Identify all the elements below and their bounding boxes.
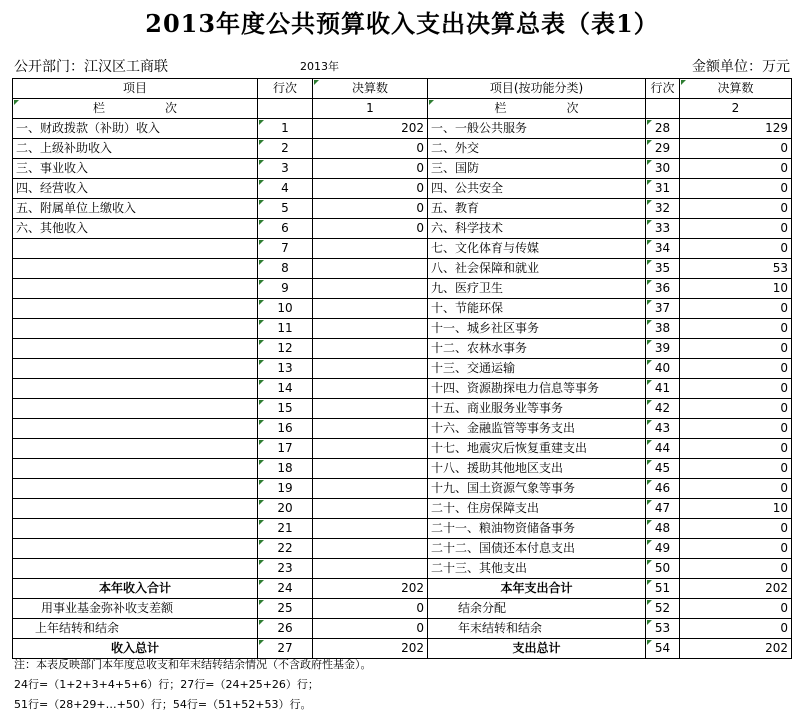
summary-expense-item: 结余分配 — [428, 599, 646, 619]
summary-income-row-no: 27 — [258, 639, 313, 659]
income-row-no: 11 — [258, 319, 313, 339]
income-item: 四、经营收入 — [13, 179, 258, 199]
expense-row-no: 36 — [646, 279, 680, 299]
expense-amount: 0 — [680, 559, 792, 579]
expense-amount: 0 — [680, 179, 792, 199]
table-row — [13, 299, 792, 319]
summary-expense-amount: 202 — [680, 579, 792, 599]
income-row-no: 23 — [258, 559, 313, 579]
table-row — [13, 159, 792, 179]
expense-row-no: 33 — [646, 219, 680, 239]
income-item — [13, 319, 258, 339]
expense-item: 十、节能环保 — [428, 299, 646, 319]
expense-row-no: 45 — [646, 459, 680, 479]
income-row-no: 18 — [258, 459, 313, 479]
expense-row-no: 42 — [646, 399, 680, 419]
table-row — [13, 139, 792, 159]
expense-item: 三、国防 — [428, 159, 646, 179]
expense-item: 十一、城乡社区事务 — [428, 319, 646, 339]
lan-ci-label: 栏 次 — [13, 99, 258, 119]
expense-amount: 53 — [680, 259, 792, 279]
summary-income-item: 用事业基金弥补收支差额 — [13, 599, 258, 619]
expense-amount: 0 — [680, 519, 792, 539]
expense-row-no: 47 — [646, 499, 680, 519]
expense-item: 四、公共安全 — [428, 179, 646, 199]
expense-item: 五、教育 — [428, 199, 646, 219]
income-row-no: 16 — [258, 419, 313, 439]
summary-expense-item: 支出总计 — [428, 639, 646, 659]
income-amount — [313, 299, 428, 319]
column-index-2: 2 — [680, 99, 792, 119]
income-item — [13, 339, 258, 359]
summary-expense-row-no: 53 — [646, 619, 680, 639]
income-item — [13, 279, 258, 299]
expense-row-no: 48 — [646, 519, 680, 539]
expense-item: 十四、资源勘探电力信息等事务 — [428, 379, 646, 399]
table-row — [13, 339, 792, 359]
expense-item: 六、科学技术 — [428, 219, 646, 239]
income-amount — [313, 479, 428, 499]
income-row-no: 3 — [258, 159, 313, 179]
summary-income-amount: 0 — [313, 599, 428, 619]
empty-cell — [646, 99, 680, 119]
expense-amount: 10 — [680, 499, 792, 519]
summary-income-item: 本年收入合计 — [13, 579, 258, 599]
table-header — [13, 79, 792, 119]
income-row-no: 22 — [258, 539, 313, 559]
table-row — [13, 539, 792, 559]
income-row-no: 8 — [258, 259, 313, 279]
expense-item: 十三、交通运输 — [428, 359, 646, 379]
income-amount — [313, 319, 428, 339]
income-row-no: 15 — [258, 399, 313, 419]
income-amount: 0 — [313, 219, 428, 239]
summary-income-row-no: 26 — [258, 619, 313, 639]
income-amount — [313, 559, 428, 579]
expense-row-no: 49 — [646, 539, 680, 559]
department-label: 公开部门：江汉区工商联 — [14, 59, 168, 75]
income-row-no: 4 — [258, 179, 313, 199]
expense-amount: 0 — [680, 399, 792, 419]
expense-row-no: 39 — [646, 339, 680, 359]
header-item-func: 项目(按功能分类) — [428, 79, 646, 99]
expense-item: 二十三、其他支出 — [428, 559, 646, 579]
lan-ci-label-right: 栏 次 — [428, 99, 646, 119]
income-amount — [313, 339, 428, 359]
expense-amount: 0 — [680, 199, 792, 219]
header-row — [13, 79, 792, 99]
income-amount — [313, 419, 428, 439]
income-item — [13, 259, 258, 279]
income-amount — [313, 499, 428, 519]
summary-income-amount: 202 — [313, 579, 428, 599]
expense-row-no: 37 — [646, 299, 680, 319]
header-item: 项目 — [13, 79, 258, 99]
header-amount: 决算数 — [313, 79, 428, 99]
income-amount — [313, 239, 428, 259]
summary-expense-amount: 0 — [680, 599, 792, 619]
income-item — [13, 499, 258, 519]
income-amount: 0 — [313, 179, 428, 199]
table-row — [13, 519, 792, 539]
income-item: 五、附属单位上缴收入 — [13, 199, 258, 219]
summary-expense-item: 本年支出合计 — [428, 579, 646, 599]
table-row — [13, 419, 792, 439]
expense-amount: 0 — [680, 139, 792, 159]
expense-amount: 0 — [680, 419, 792, 439]
expense-amount: 129 — [680, 119, 792, 139]
expense-amount: 0 — [680, 439, 792, 459]
table-row — [13, 219, 792, 239]
income-item — [13, 479, 258, 499]
income-item — [13, 299, 258, 319]
income-amount — [313, 399, 428, 419]
income-row-no: 1 — [258, 119, 313, 139]
table-row — [13, 279, 792, 299]
expense-row-no: 28 — [646, 119, 680, 139]
table-row — [13, 499, 792, 519]
table-row — [13, 399, 792, 419]
column-index-1: 1 — [313, 99, 428, 119]
expense-item: 九、医疗卫生 — [428, 279, 646, 299]
expense-item: 一、一般公共服务 — [428, 119, 646, 139]
expense-item: 二、外交 — [428, 139, 646, 159]
expense-item: 十八、援助其他地区支出 — [428, 459, 646, 479]
table-row — [13, 459, 792, 479]
expense-item: 二十一、粮油物资储备事务 — [428, 519, 646, 539]
summary-income-item: 收入总计 — [13, 639, 258, 659]
income-amount: 0 — [313, 159, 428, 179]
unit-label: 金额单位：万元 — [692, 59, 790, 75]
table-row — [13, 379, 792, 399]
summary-row — [13, 579, 792, 599]
table-row — [13, 239, 792, 259]
table-body — [13, 119, 792, 579]
income-amount — [313, 259, 428, 279]
income-item — [13, 459, 258, 479]
income-amount: 202 — [313, 119, 428, 139]
expense-item: 二十二、国债还本付息支出 — [428, 539, 646, 559]
expense-amount: 0 — [680, 219, 792, 239]
summary-income-item: 上年结转和结余 — [13, 619, 258, 639]
income-row-no: 17 — [258, 439, 313, 459]
summary-income-amount: 202 — [313, 639, 428, 659]
note-line: 注：本表反映部门本年度总收支和年末结转结余情况（不含政府性基金）。 — [14, 658, 372, 671]
expense-amount: 0 — [680, 299, 792, 319]
note-line: 51行=（28+29+…+50）行；54行=（51+52+53）行。 — [14, 698, 312, 711]
table-row — [13, 319, 792, 339]
income-item — [13, 539, 258, 559]
income-item — [13, 439, 258, 459]
summary-row — [13, 599, 792, 619]
expense-row-no: 50 — [646, 559, 680, 579]
income-row-no: 6 — [258, 219, 313, 239]
expense-row-no: 34 — [646, 239, 680, 259]
expense-row-no: 35 — [646, 259, 680, 279]
income-item: 三、事业收入 — [13, 159, 258, 179]
income-item — [13, 379, 258, 399]
income-row-no: 10 — [258, 299, 313, 319]
income-item — [13, 419, 258, 439]
summary-expense-amount: 202 — [680, 639, 792, 659]
summary-expense-row-no: 52 — [646, 599, 680, 619]
expense-row-no: 30 — [646, 159, 680, 179]
table-row — [13, 359, 792, 379]
expense-amount: 0 — [680, 319, 792, 339]
income-amount — [313, 519, 428, 539]
income-item: 六、其他收入 — [13, 219, 258, 239]
expense-item: 十五、商业服务业等事务 — [428, 399, 646, 419]
income-item — [13, 359, 258, 379]
expense-row-no: 41 — [646, 379, 680, 399]
note-line: 24行=（1+2+3+4+5+6）行；27行=（24+25+26）行； — [14, 678, 319, 691]
expense-amount: 0 — [680, 379, 792, 399]
income-row-no: 13 — [258, 359, 313, 379]
header-amount-right: 决算数 — [680, 79, 792, 99]
summary-expense-row-no: 54 — [646, 639, 680, 659]
summary-expense-item: 年末结转和结余 — [428, 619, 646, 639]
income-item — [13, 399, 258, 419]
header-row-no: 行次 — [258, 79, 313, 99]
expense-amount: 0 — [680, 159, 792, 179]
income-amount — [313, 539, 428, 559]
expense-row-no: 31 — [646, 179, 680, 199]
expense-amount: 0 — [680, 539, 792, 559]
income-row-no: 9 — [258, 279, 313, 299]
header-row-no-right: 行次 — [646, 79, 680, 99]
table-row — [13, 259, 792, 279]
expense-row-no: 29 — [646, 139, 680, 159]
column-index-row — [13, 99, 792, 119]
summary-income-row-no: 24 — [258, 579, 313, 599]
table-summary — [13, 579, 792, 659]
summary-row — [13, 619, 792, 639]
table-row — [13, 479, 792, 499]
expense-row-no: 43 — [646, 419, 680, 439]
empty-cell — [258, 99, 313, 119]
income-item: 二、上级补助收入 — [13, 139, 258, 159]
budget-table — [12, 78, 792, 659]
income-row-no: 14 — [258, 379, 313, 399]
expense-amount: 0 — [680, 459, 792, 479]
income-row-no: 5 — [258, 199, 313, 219]
income-row-no: 21 — [258, 519, 313, 539]
income-amount: 0 — [313, 139, 428, 159]
income-item — [13, 239, 258, 259]
expense-item: 十七、地震灾后恢复重建支出 — [428, 439, 646, 459]
income-row-no: 7 — [258, 239, 313, 259]
year-label: 2013年 — [300, 60, 339, 73]
summary-expense-amount: 0 — [680, 619, 792, 639]
expense-row-no: 44 — [646, 439, 680, 459]
expense-row-no: 46 — [646, 479, 680, 499]
expense-row-no: 40 — [646, 359, 680, 379]
expense-amount: 0 — [680, 359, 792, 379]
expense-row-no: 32 — [646, 199, 680, 219]
income-row-no: 2 — [258, 139, 313, 159]
table-row — [13, 179, 792, 199]
table-row — [13, 119, 792, 139]
income-amount — [313, 279, 428, 299]
income-amount — [313, 359, 428, 379]
expense-amount: 0 — [680, 239, 792, 259]
income-item — [13, 519, 258, 539]
summary-income-amount: 0 — [313, 619, 428, 639]
expense-row-no: 38 — [646, 319, 680, 339]
income-amount: 0 — [313, 199, 428, 219]
income-row-no: 20 — [258, 499, 313, 519]
summary-income-row-no: 25 — [258, 599, 313, 619]
income-amount — [313, 459, 428, 479]
page-title: 2013年度公共预算收入支出决算总表（表1） — [145, 9, 659, 38]
expense-amount: 0 — [680, 339, 792, 359]
income-row-no: 19 — [258, 479, 313, 499]
table-row — [13, 199, 792, 219]
income-amount — [313, 439, 428, 459]
expense-amount: 10 — [680, 279, 792, 299]
table-row — [13, 559, 792, 579]
expense-item: 七、文化体育与传媒 — [428, 239, 646, 259]
income-item — [13, 559, 258, 579]
expense-item: 十二、农林水事务 — [428, 339, 646, 359]
summary-expense-row-no: 51 — [646, 579, 680, 599]
expense-amount: 0 — [680, 479, 792, 499]
expense-item: 十九、国土资源气象等事务 — [428, 479, 646, 499]
income-item: 一、财政拨款（补助）收入 — [13, 119, 258, 139]
table-row — [13, 439, 792, 459]
expense-item: 十六、金融监管等事务支出 — [428, 419, 646, 439]
income-row-no: 12 — [258, 339, 313, 359]
notes — [14, 655, 372, 715]
expense-item: 八、社会保障和就业 — [428, 259, 646, 279]
income-amount — [313, 379, 428, 399]
expense-item: 二十、住房保障支出 — [428, 499, 646, 519]
